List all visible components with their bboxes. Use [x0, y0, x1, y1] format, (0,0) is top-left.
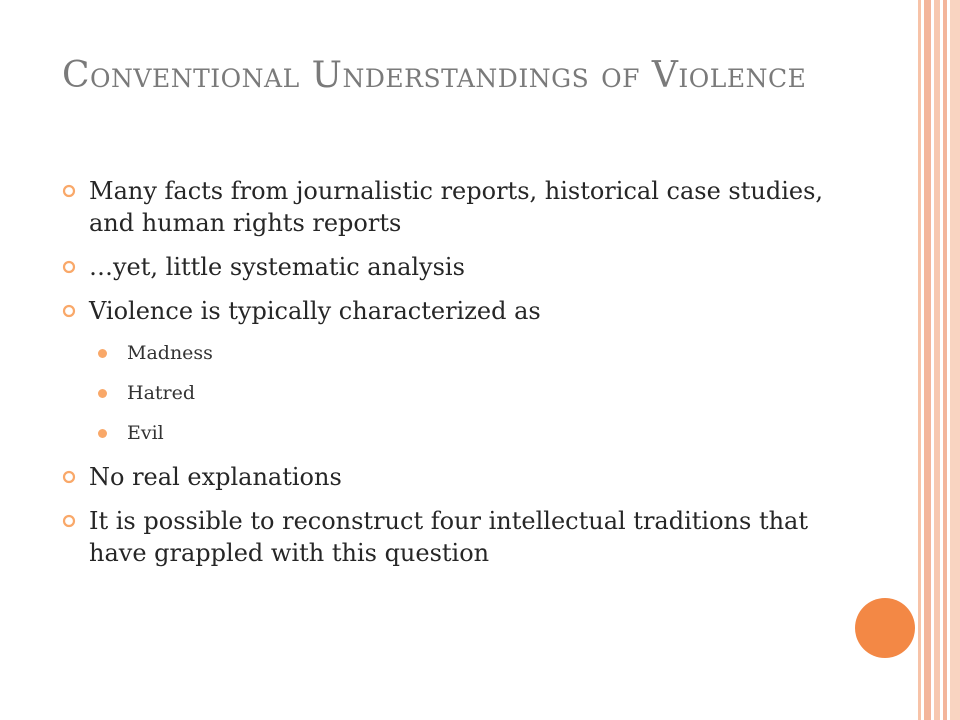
bullet-text: No real explanations: [89, 463, 342, 491]
bullet-item: [62, 461, 842, 493]
decorative-stripe: [934, 0, 940, 720]
decorative-stripe: [943, 0, 947, 720]
sub-bullet-text: Evil: [127, 422, 164, 444]
bullet-text: Violence is typically characterized as: [89, 297, 541, 325]
bullet-item: [62, 295, 842, 327]
sub-bullet-item: [62, 341, 842, 365]
filled-dot-bullet-icon: [98, 389, 107, 398]
sub-bullet-text: Hatred: [127, 382, 196, 404]
bullet-item: [62, 175, 842, 239]
bullet-text: Many facts from journalistic reports, historical case studies, and human rights reports: [89, 177, 824, 237]
hollow-circle-bullet-icon: [62, 304, 76, 318]
sub-bullet-text: Madness: [127, 342, 213, 364]
slide-title: Conventional Understandings of Violence: [62, 55, 807, 96]
decorative-stripe: [918, 0, 921, 720]
decorative-stripe: [924, 0, 931, 720]
bullet-text: It is possible to reconstruct four intellectual traditions that have grappled with this question: [89, 507, 808, 567]
hollow-circle-bullet-icon: [62, 470, 76, 484]
sub-bullet-item: [62, 421, 842, 445]
hollow-circle-bullet-icon: [62, 184, 76, 198]
bullet-item: [62, 505, 842, 569]
sub-bullet-item: [62, 381, 842, 405]
filled-dot-bullet-icon: [98, 429, 107, 438]
decorative-stripe: [950, 0, 960, 720]
bullet-text: …yet, little systematic analysis: [89, 253, 465, 281]
decorative-circle: [855, 598, 915, 658]
filled-dot-bullet-icon: [98, 349, 107, 358]
hollow-circle-bullet-icon: [62, 514, 76, 528]
hollow-circle-bullet-icon: [62, 260, 76, 274]
bullet-list: [62, 175, 842, 581]
bullet-item: [62, 251, 842, 283]
